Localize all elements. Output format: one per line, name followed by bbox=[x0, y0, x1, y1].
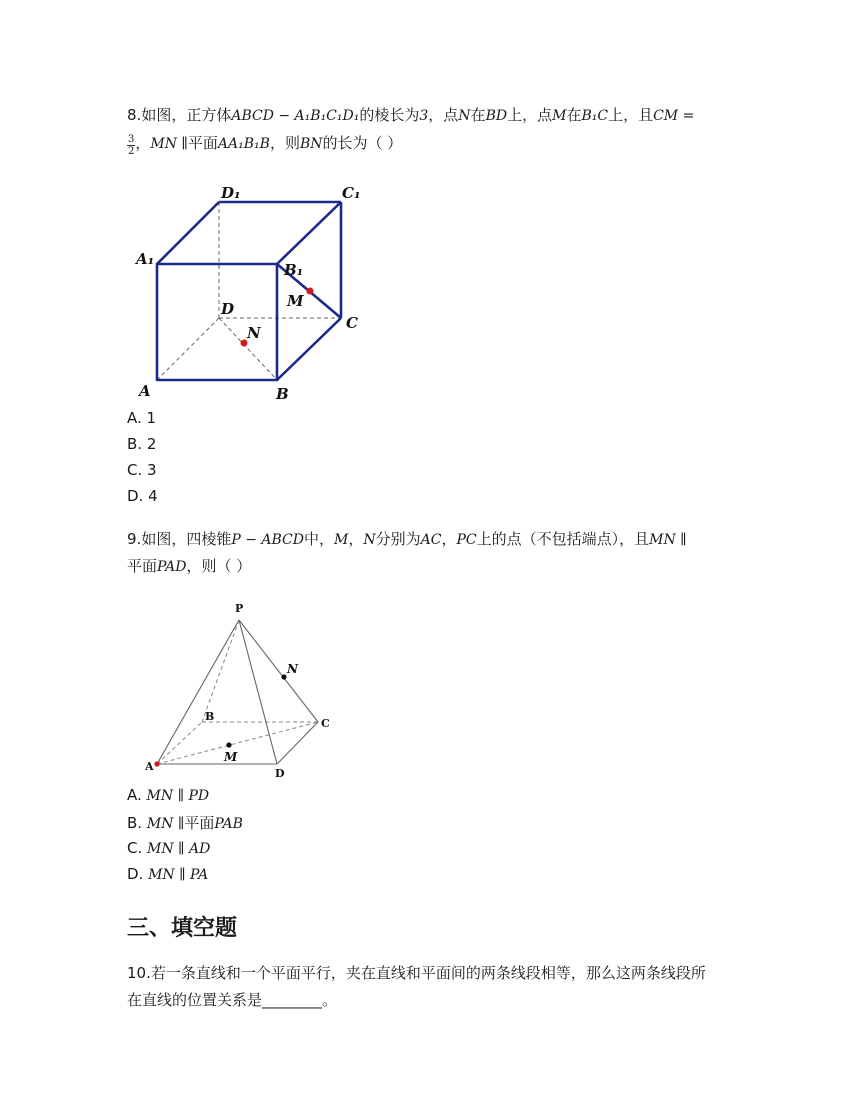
q9-math: AC bbox=[420, 532, 442, 548]
q8-text: ， bbox=[135, 134, 151, 152]
q8-math: MN ∥ bbox=[150, 136, 188, 152]
q9-math: M bbox=[334, 532, 349, 548]
q8-text: 如图，正方体 bbox=[141, 106, 232, 124]
label-D: D bbox=[221, 300, 235, 318]
q8-math: AA₁B₁B bbox=[217, 136, 270, 152]
q9-math: PC bbox=[456, 532, 477, 548]
edge-AC bbox=[157, 722, 318, 764]
q8-text: ，点 bbox=[428, 106, 459, 124]
q10-line1: 10.若一条直线和一个平面平行，夹在直线和平面间的两条线段相等，那么这两条线段所 bbox=[127, 964, 706, 982]
edge-PC bbox=[239, 620, 318, 722]
label-B1: B₁ bbox=[284, 261, 304, 279]
q8-text: 在 bbox=[470, 106, 486, 124]
q8-number: 8. bbox=[127, 106, 142, 124]
q9-text: 平面 bbox=[127, 557, 158, 575]
pyramid-hidden-edges bbox=[157, 620, 318, 764]
q9-math: PAD bbox=[157, 559, 187, 575]
label-D: D bbox=[275, 767, 285, 780]
q8-math: BD bbox=[485, 108, 508, 124]
label-B: B bbox=[276, 385, 289, 403]
q9-text: 中， bbox=[303, 530, 334, 548]
q9-text: 上的点（不包括端点），且 bbox=[476, 530, 650, 548]
q9-text: ，则（ ） bbox=[186, 557, 252, 575]
q8-line1 bbox=[127, 102, 694, 130]
fraction-numerator: 3 bbox=[128, 134, 135, 145]
q9-option-b bbox=[127, 812, 243, 833]
q9-option-c bbox=[127, 839, 210, 857]
label-C1: C₁ bbox=[342, 184, 361, 202]
q9-text: 分别为 bbox=[375, 530, 421, 548]
label-N: N bbox=[247, 324, 261, 342]
cube-figure bbox=[125, 178, 375, 408]
label-B: B bbox=[205, 710, 215, 723]
q8-text: ，则 bbox=[269, 134, 300, 152]
q9-option-a bbox=[127, 786, 209, 804]
option-text: 平面 bbox=[184, 814, 215, 832]
q9-text: ， bbox=[348, 530, 364, 548]
q8-text: 在 bbox=[566, 106, 582, 124]
label-P: P bbox=[235, 602, 244, 615]
q9-option-d bbox=[127, 865, 208, 883]
q8-math: N bbox=[458, 108, 471, 124]
label-M: M bbox=[224, 750, 238, 764]
q8-text: 的长为（ ） bbox=[322, 134, 403, 152]
q8-math: B₁C bbox=[581, 108, 609, 124]
q9-text: 如图，四棱锥 bbox=[141, 530, 232, 548]
q9-line1 bbox=[127, 526, 687, 554]
q9-line2 bbox=[127, 553, 251, 581]
option-letter: A. bbox=[127, 786, 147, 804]
option-math: MN ∥ PD bbox=[146, 788, 210, 804]
label-M: M bbox=[287, 292, 304, 310]
q8-text: 上，点 bbox=[507, 106, 553, 124]
q9-math: N bbox=[363, 532, 376, 548]
q9-math: P − ABCD bbox=[231, 532, 304, 548]
point-N bbox=[281, 674, 286, 679]
edge-BC bbox=[277, 318, 341, 380]
q9-text: ， bbox=[441, 530, 457, 548]
q9-math: MN ∥ bbox=[649, 532, 687, 548]
q8-option-c: C. 3 bbox=[127, 461, 157, 479]
edge-DC bbox=[277, 722, 318, 764]
q8-option-d: D. 4 bbox=[127, 487, 158, 505]
edge-PA bbox=[157, 620, 239, 764]
q8-math: M bbox=[552, 108, 567, 124]
label-A: A bbox=[145, 760, 154, 773]
section-heading: 三、填空题 bbox=[127, 916, 238, 941]
q8-option-a: A. 1 bbox=[127, 409, 157, 427]
point-A bbox=[154, 761, 159, 766]
pyramid-visible-edges bbox=[157, 620, 318, 764]
option-math: MN ∥ bbox=[146, 816, 185, 832]
label-A: A bbox=[139, 382, 151, 400]
option-math: PAB bbox=[214, 816, 243, 832]
q8-text: 平面 bbox=[187, 134, 218, 152]
q8-text: 的棱长为 bbox=[359, 106, 420, 124]
edge-B1C1 bbox=[277, 202, 341, 264]
point-M bbox=[226, 742, 231, 747]
q8-math: CM = bbox=[653, 108, 695, 124]
fraction-denominator: 2 bbox=[128, 146, 135, 157]
edge-A1D1 bbox=[157, 202, 219, 264]
q8-option-b: B. 2 bbox=[127, 435, 157, 453]
option-math: MN ∥ AD bbox=[147, 841, 211, 857]
option-letter: C. bbox=[127, 839, 148, 857]
point-M bbox=[307, 288, 314, 295]
cube-front-face bbox=[157, 264, 277, 380]
label-C: C bbox=[346, 314, 358, 332]
q8-math: BN bbox=[299, 136, 323, 152]
option-math: MN ∥ PA bbox=[148, 867, 209, 883]
label-C: C bbox=[321, 717, 330, 730]
edge-PD bbox=[239, 620, 277, 764]
pyramid-figure bbox=[140, 595, 340, 780]
option-letter: D. bbox=[127, 865, 149, 883]
label-A1: A₁ bbox=[136, 250, 155, 268]
q10-line2: 在直线的位置关系是________。 bbox=[127, 991, 338, 1009]
label-N: N bbox=[287, 662, 298, 676]
q8-math: ABCD − A₁B₁C₁D₁ bbox=[231, 108, 360, 124]
label-D1: D₁ bbox=[221, 184, 241, 202]
option-letter: B. bbox=[127, 814, 147, 832]
q9-number: 9. bbox=[127, 530, 142, 548]
edge-PB bbox=[202, 620, 239, 722]
q8-text: 上，且 bbox=[608, 106, 654, 124]
q8-math: 3 bbox=[419, 108, 429, 124]
q8-line2 bbox=[127, 130, 402, 158]
edge-DA bbox=[157, 318, 219, 380]
